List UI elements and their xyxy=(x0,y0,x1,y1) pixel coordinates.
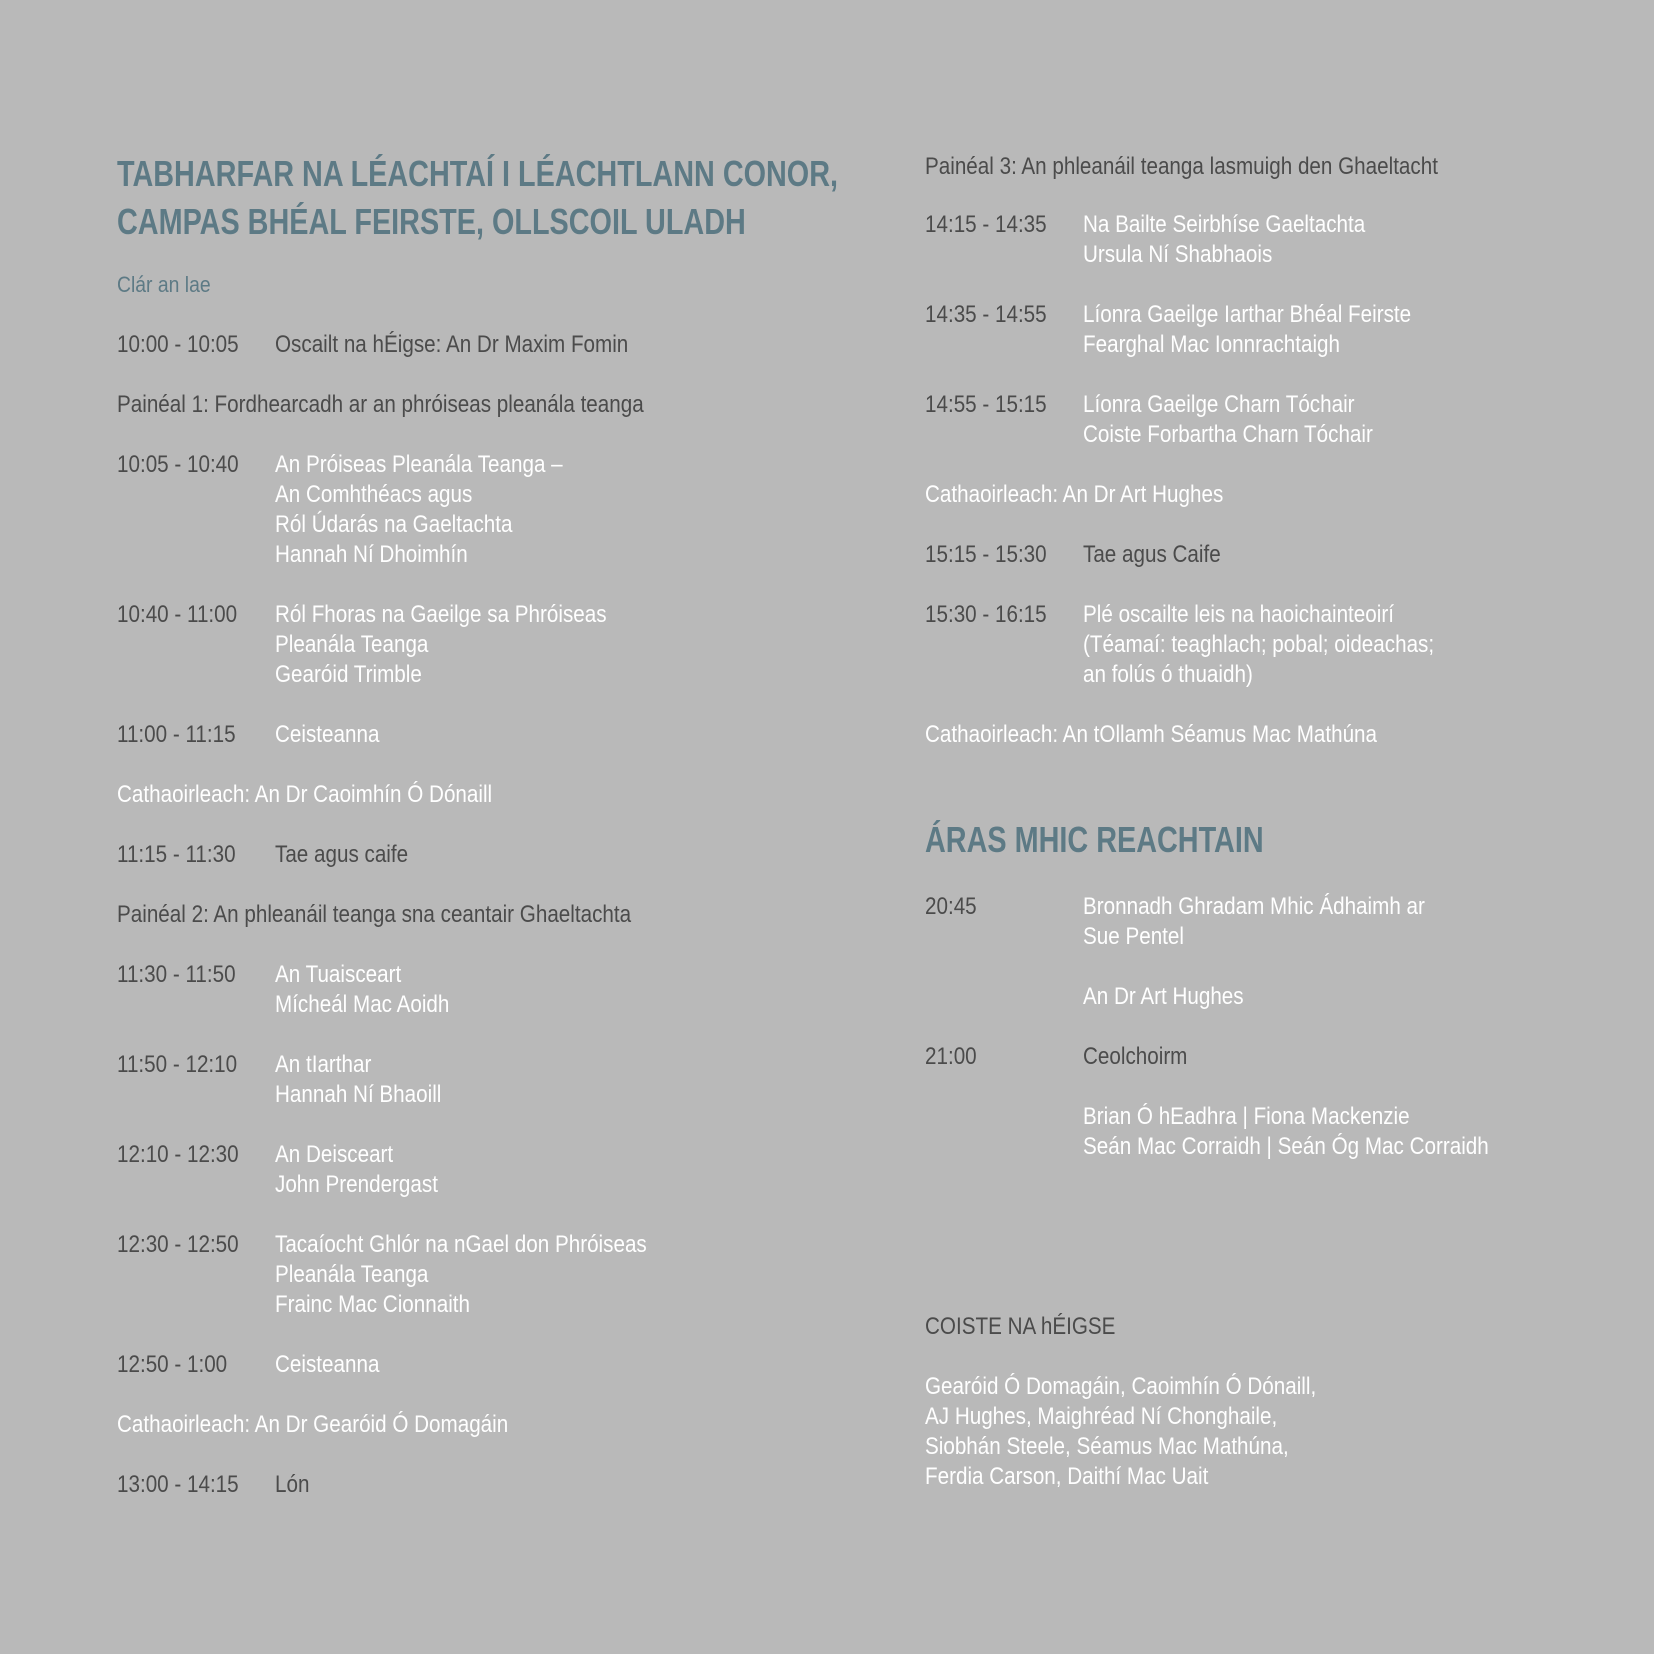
session-text: Ceolchoirm xyxy=(1083,1043,1188,1070)
discussion-chair: Cathaoirleach: An tOllamh Séamus Mac Mathúna xyxy=(925,721,1378,748)
panel-1-chair: Cathaoirleach: An Dr Caoimhín Ó Dónaill xyxy=(117,781,493,808)
time-label: 12:30 - 12:50 xyxy=(117,1231,239,1258)
committee-line-4: Ferdia Carson, Daithí Mac Uait xyxy=(925,1463,1209,1490)
session-text: Tae agus Caife xyxy=(1083,541,1221,568)
committee-line-3: Siobhán Steele, Séamus Mac Mathúna, xyxy=(925,1433,1289,1460)
time-label: 21:00 xyxy=(925,1043,977,1070)
panel-3-title: Painéal 3: An phleanáil teanga lasmuigh den Ghaeltacht xyxy=(925,153,1438,180)
aras-heading: ÁRAS MHIC REACHTAIN xyxy=(925,819,1264,860)
session-text: Bronnadh Ghradam Mhic Ádhaimh ar Sue Pentel xyxy=(1083,893,1425,950)
time-label: 14:35 - 14:55 xyxy=(925,301,1047,328)
time-label: 13:00 - 14:15 xyxy=(117,1471,239,1498)
session-text: Ról Fhoras na Gaeilge sa Phróiseas Pleanála Teanga Gearóid Trimble xyxy=(275,601,607,688)
session-text: Ceisteanna xyxy=(275,1351,380,1378)
committee-line-2: AJ Hughes, Maighréad Ní Chonghaile, xyxy=(925,1403,1278,1430)
session-text: Tae agus caife xyxy=(275,841,409,868)
session-text: Oscailt na hÉigse: An Dr Maxim Fomin xyxy=(275,331,629,358)
session-text: Plé oscailte leis na haoichainteoirí (Téamaí: teaghlach; pobal; oideachas; an folús ó thuaidh) xyxy=(1083,601,1435,688)
performers-line-1: Brian Ó hEadhra | Fiona Mackenzie xyxy=(1083,1103,1410,1130)
time-label: 15:30 - 16:15 xyxy=(925,601,1047,628)
time-label: 10:00 - 10:05 xyxy=(117,331,239,358)
session-text: Líonra Gaeilge Charn Tóchair Coiste Forbartha Charn Tóchair xyxy=(1083,391,1373,448)
session-text: An Tuaisceart Mícheál Mac Aoidh xyxy=(275,961,450,1018)
session-text: Líonra Gaeilge Iarthar Bhéal Feirste Fearghal Mac Ionnrachtaigh xyxy=(1083,301,1412,358)
venue-heading-line-1: TABHARFAR NA LÉACHTAÍ I LÉACHTLANN CONOR, xyxy=(117,153,839,194)
time-label: 14:15 - 14:35 xyxy=(925,211,1047,238)
session-text: Lón xyxy=(275,1471,310,1498)
time-label: 11:00 - 11:15 xyxy=(117,721,236,748)
session-text: Ceisteanna xyxy=(275,721,380,748)
time-label: 10:40 - 11:00 xyxy=(117,601,238,628)
presenter-name: An Dr Art Hughes xyxy=(1083,983,1244,1010)
session-text: Tacaíocht Ghlór na nGael don Phróiseas Pleanála Teanga Frainc Mac Cionnaith xyxy=(275,1231,647,1318)
session-text: An Próiseas Pleanála Teanga – An Comhthéacs agus Ról Údarás na Gaeltachta Hannah Ní Dhoimhín xyxy=(275,451,563,568)
time-label: 12:50 - 1:00 xyxy=(117,1351,228,1378)
panel-2-chair: Cathaoirleach: An Dr Gearóid Ó Domagáin xyxy=(117,1411,509,1438)
panel-2-title: Painéal 2: An phleanáil teanga sna ceantair Ghaeltachta xyxy=(117,901,632,928)
time-label: 12:10 - 12:30 xyxy=(117,1141,239,1168)
panel-1-title: Painéal 1: Fordhearcadh ar an phróiseas pleanála teanga xyxy=(117,391,644,418)
time-label: 15:15 - 15:30 xyxy=(925,541,1047,568)
programme-subheading: Clár an lae xyxy=(117,272,211,297)
time-label: 11:15 - 11:30 xyxy=(117,841,236,868)
session-text: Na Bailte Seirbhíse Gaeltachta Ursula Ní Shabhaois xyxy=(1083,211,1366,268)
committee-line-1: Gearóid Ó Domagáin, Caoimhín Ó Dónaill, xyxy=(925,1373,1317,1400)
session-text: An tIarthar Hannah Ní Bhaoill xyxy=(275,1051,442,1108)
time-label: 11:30 - 11:50 xyxy=(117,961,236,988)
committee-title: COISTE NA hÉIGSE xyxy=(925,1313,1116,1340)
performers-line-2: Seán Mac Corraidh | Seán Óg Mac Corraidh xyxy=(1083,1133,1489,1160)
time-label: 14:55 - 15:15 xyxy=(925,391,1047,418)
panel-3-chair: Cathaoirleach: An Dr Art Hughes xyxy=(925,481,1224,508)
time-label: 10:05 - 10:40 xyxy=(117,451,239,478)
venue-heading-line-2: CAMPAS BHÉAL FEIRSTE, OLLSCOIL ULADH xyxy=(117,201,746,242)
session-text: An Deisceart John Prendergast xyxy=(275,1141,438,1198)
time-label: 11:50 - 12:10 xyxy=(117,1051,238,1078)
time-label: 20:45 xyxy=(925,893,977,920)
